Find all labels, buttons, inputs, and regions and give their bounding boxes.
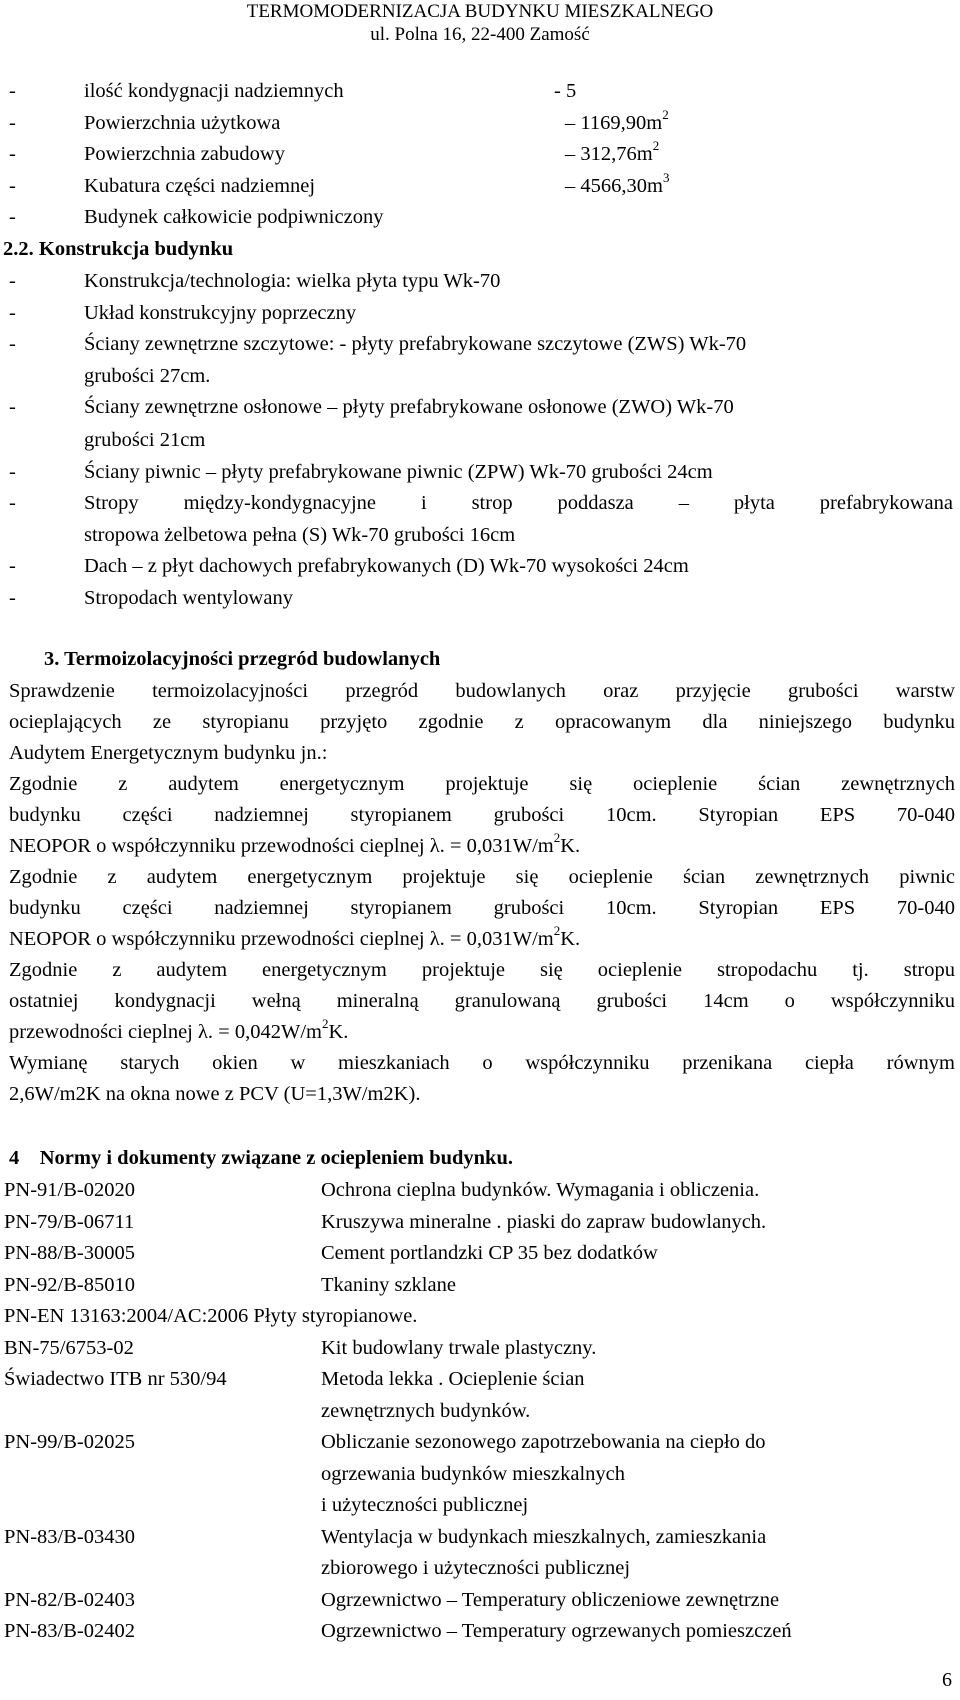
norm-row xyxy=(4,1207,954,1239)
norm-description: ogrzewania budynków mieszkalnych xyxy=(321,1462,625,1485)
list-item xyxy=(9,488,959,520)
header-title: TERMOMODERNIZACJA BUDYNKU MIESZKALNEGO xyxy=(246,1,714,22)
list-dash: - xyxy=(9,143,16,165)
list-item xyxy=(9,583,959,615)
text-line: 2,6W/m2K na okna nowe z PCV (U=1,3W/m2K). xyxy=(9,1082,421,1105)
norm-row-continuation xyxy=(4,1396,954,1428)
list-dash: - xyxy=(9,80,16,102)
text-line: Sprawdzenie termoizolacyjności przegród budowlanych oraz przyjęcie grubości warstw xyxy=(9,680,955,702)
norm-code: PN-99/B-02025 xyxy=(4,1431,135,1453)
text-line: Zgodnie z audytem energetycznym projektuje się ocieplenie ścian zewnętrznych xyxy=(9,773,955,795)
norm-description: Wentylacja w budynkach mieszkalnych, zamieszkania xyxy=(321,1525,767,1548)
norm-description: Metoda lekka . Ocieplenie ścian xyxy=(321,1368,585,1390)
text-line: Audytem Energetycznym budynku jn.: xyxy=(9,741,328,764)
norms-list xyxy=(4,1175,954,1648)
text-line: NEOPOR o współczynniku przewodności cieplnej λ. = $0,031W/m^2K$. xyxy=(9,922,581,950)
norm-description: Obliczanie sezonowego zapotrzebowania na ciepło do xyxy=(321,1431,766,1453)
construction-list xyxy=(9,266,959,614)
list-item-text: grubości 21cm xyxy=(84,429,206,451)
list-item xyxy=(9,298,959,330)
section-3-paragraph-2 xyxy=(9,769,955,861)
norm-row xyxy=(4,1616,954,1648)
list-item-text: Ściany zewnętrzne szczytowe: - płyty prefabrykowane szczytowe (ZWS) Wk-70 xyxy=(84,333,747,355)
list-dash: - xyxy=(9,460,16,483)
list-dash: - xyxy=(9,206,16,228)
norm-row xyxy=(4,1522,954,1554)
list-item xyxy=(9,329,959,361)
list-item xyxy=(9,266,959,298)
norm-code: PN-82/B-02403 xyxy=(4,1588,135,1611)
param-value: – $4566,30m^3$ xyxy=(565,169,670,197)
list-item-text: Ściany piwnic – płyty prefabrykowane piwnic (ZPW) Wk-70 grubości 24cm xyxy=(84,460,713,483)
text-line: ostatniej kondygnacji wełną mineralną granulowaną grubości 14cm o współczynniku xyxy=(9,989,955,1012)
list-item-text: grubości 27cm. xyxy=(84,364,211,387)
list-item-text: Dach – z płyt dachowych prefabrykowanych (D) Wk-70 wysokości 24cm xyxy=(84,555,689,577)
page-number: 6 xyxy=(942,1669,952,1691)
text-line: ocieplających ze styropianu przyjęto zgodnie z opracowanym dla niniejszego budynku xyxy=(9,710,955,733)
norm-code: PN-92/B-85010 xyxy=(4,1273,135,1296)
section-3-paragraph-5 xyxy=(9,1048,955,1110)
norm-description: i użyteczności publicznej xyxy=(321,1494,529,1516)
param-label: Budynek całkowicie podpiwniczony xyxy=(84,206,384,228)
list-item-text: Układ konstrukcyjny poprzeczny xyxy=(84,301,357,324)
list-item xyxy=(9,139,959,171)
norm-code: PN-79/B-06711 xyxy=(4,1210,135,1233)
list-item xyxy=(9,551,959,583)
section-4-heading: 4 Normy i dokumenty związane z ociepleniem budynku. xyxy=(9,1147,513,1169)
list-item xyxy=(9,457,959,489)
param-value: - 5 xyxy=(554,80,577,102)
section-2-2-heading: 2.2. Konstrukcja budynku xyxy=(3,238,234,260)
norm-description: zewnętrznych budynków. xyxy=(321,1399,531,1422)
norm-code: PN-91/B-02020 xyxy=(4,1179,135,1201)
list-item-text: Ściany zewnętrzne osłonowe – płyty prefabrykowane osłonowe (ZWO) Wk-70 xyxy=(84,396,734,418)
norm-description: zbiorowego i użyteczności publicznej xyxy=(321,1557,631,1579)
norm-description: Ogrzewnictwo – Temperatury ogrzewanych pomieszczeń xyxy=(321,1620,792,1642)
page-header xyxy=(0,0,960,46)
norm-row-continuation xyxy=(4,1490,954,1522)
list-item-text: Stropy między-kondygnacyjne i strop poddasza – płyta prefabrykowana xyxy=(84,492,953,514)
norm-row xyxy=(4,1333,954,1365)
param-value: – $1169,90m^2$ xyxy=(565,106,669,134)
norm-code: PN-83/B-02402 xyxy=(4,1620,135,1642)
norm-row xyxy=(4,1238,954,1270)
list-item xyxy=(9,392,959,425)
list-item-text: Konstrukcja/technologia: wielka płyta typu Wk-70 xyxy=(84,270,501,292)
norm-row xyxy=(4,1270,954,1302)
list-item-text: Stropodach wentylowany xyxy=(84,586,293,609)
norm-code: PN-88/B-30005 xyxy=(4,1242,135,1264)
list-dash: - xyxy=(9,333,16,355)
list-item-text: stropowa żelbetowa pełna (S) Wk-70 grubości 16cm xyxy=(84,523,516,546)
norm-row xyxy=(4,1175,954,1207)
norm-description: Ochrona cieplna budynków. Wymagania i obliczenia. xyxy=(321,1179,760,1201)
list-item xyxy=(9,171,959,203)
list-dash: - xyxy=(9,586,16,609)
header-address: ul. Polna 16, 22-400 Zamość xyxy=(370,24,590,45)
list-item-continuation xyxy=(9,361,959,393)
norm-code: PN-83/B-03430 xyxy=(4,1525,135,1548)
text-line: Zgodnie z audytem energetycznym projektuje się ocieplenie ścian zewnętrznych piwnic xyxy=(9,866,955,888)
list-dash: - xyxy=(9,396,16,418)
norm-row-continuation xyxy=(4,1459,954,1491)
norm-description: Cement portlandzki CP 35 bez dodatków xyxy=(321,1242,658,1264)
list-item-continuation xyxy=(9,425,959,457)
text-line: Wymianę starych okien w mieszkaniach o współczynniku przenikana ciepła równym xyxy=(9,1052,955,1074)
text-line: Zgodnie z audytem energetycznym projektuje się ocieplenie stropodachu tj. stropu xyxy=(9,959,955,981)
list-dash: - xyxy=(9,492,16,514)
section-3-paragraph-4 xyxy=(9,955,955,1047)
norm-description: Ogrzewnictwo – Temperatury obliczeniowe zewnętrzne xyxy=(321,1588,780,1611)
section-3-paragraph-1 xyxy=(9,676,955,768)
norm-description: Kit budowlany trwale plastyczny. xyxy=(321,1336,597,1359)
param-label: Powierzchnia użytkowa xyxy=(84,111,281,134)
list-item-continuation xyxy=(9,520,959,552)
text-line: przewodności cieplnej λ. = $0,042W/m^2K$. xyxy=(9,1015,349,1043)
list-dash: - xyxy=(9,270,16,292)
text-line: budynku części nadziemnej styropianem grubości 10cm. Styropian EPS 70-040 xyxy=(9,896,955,919)
norm-row-continuation xyxy=(4,1553,954,1585)
text-line: budynku części nadziemnej styropianem grubości 10cm. Styropian EPS 70-040 xyxy=(9,803,955,826)
list-dash: - xyxy=(9,111,16,134)
building-parameters-list xyxy=(9,76,959,234)
param-label: ilość kondygnacji nadziemnych xyxy=(84,80,344,102)
norm-row xyxy=(4,1427,954,1459)
section-3-paragraph-3 xyxy=(9,862,955,954)
list-dash: - xyxy=(9,301,16,324)
param-label: Kubatura części nadziemnej xyxy=(84,174,316,197)
list-item xyxy=(9,202,959,234)
norm-code: PN-EN 13163:2004/AC:2006 Płyty styropianowe. xyxy=(4,1305,418,1327)
norm-description: Tkaniny szklane xyxy=(321,1273,456,1296)
norm-code: Świadectwo ITB nr 530/94 xyxy=(4,1368,227,1390)
list-item xyxy=(9,108,959,140)
list-item xyxy=(9,76,959,108)
norm-description: Kruszywa mineralne . piaski do zapraw budowlanych. xyxy=(321,1210,767,1233)
norm-row xyxy=(4,1585,954,1617)
param-label: Powierzchnia zabudowy xyxy=(84,143,285,165)
list-dash: - xyxy=(9,174,16,197)
param-value: – $312,76m^2$ xyxy=(565,138,660,165)
norm-row xyxy=(4,1301,954,1333)
list-dash: - xyxy=(9,555,16,577)
norm-row xyxy=(4,1364,954,1396)
norm-code: BN-75/6753-02 xyxy=(4,1336,134,1359)
section-3-heading: 3. Termoizolacyjności przegród budowlanych xyxy=(44,648,441,670)
text-line: NEOPOR o współczynniku przewodności cieplnej λ. = $0,031W/m^2K$. xyxy=(9,829,581,857)
